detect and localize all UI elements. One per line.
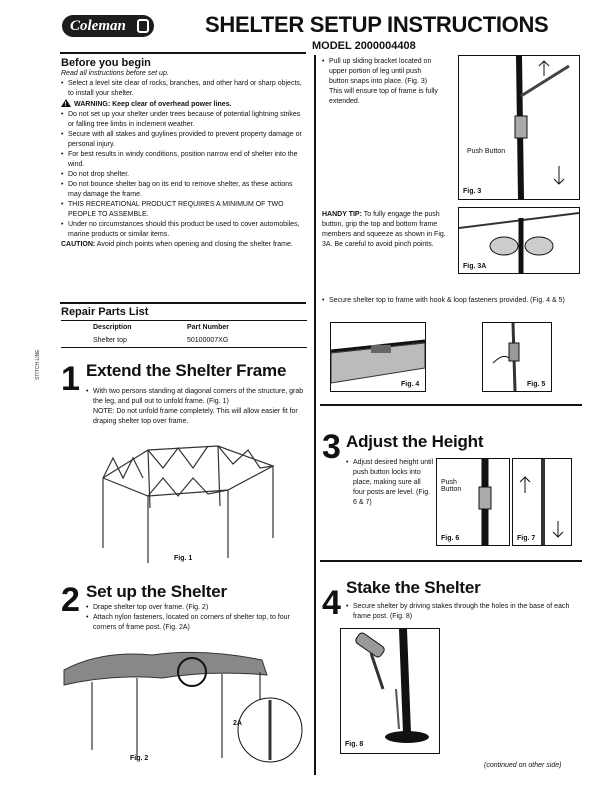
step3-text: • Adjust desired height until push button locks into place, making sure all four posts are level. (Fig. 6 & 7) bbox=[346, 458, 434, 508]
fig7-box bbox=[512, 458, 572, 546]
fig3-illustration bbox=[459, 56, 579, 199]
fig6-label: Fig. 6 bbox=[441, 535, 460, 542]
divider-step4 bbox=[320, 560, 582, 562]
caution-text: Avoid pinch points when opening and closing the shelter frame. bbox=[96, 241, 293, 248]
before-list-1 bbox=[61, 79, 307, 99]
step1-body bbox=[86, 387, 308, 427]
list-item: • Attach nylon fasteners, located on corners of shelter top, to four corners of frame post. (Fig. 2A) bbox=[86, 613, 308, 633]
step1-title: Extend the Shelter Frame bbox=[86, 361, 287, 380]
step2-body bbox=[86, 603, 308, 633]
fig1-frame-illustration bbox=[88, 438, 288, 568]
list-item: • Do not bounce shelter bag on its end to remove shelter, as these actions may damage the frame. bbox=[61, 180, 307, 200]
list-item: • Drape shelter top over frame. (Fig. 2) bbox=[86, 603, 308, 613]
step1-note: NOTE: Do not unfold frame completely. This will allow easier fit for draping shelter top over frame. bbox=[93, 408, 298, 425]
before-section bbox=[61, 57, 307, 250]
fig7-illustration bbox=[513, 459, 571, 545]
warning-icon bbox=[61, 99, 71, 107]
fig5-box bbox=[482, 322, 552, 392]
secure-text: • Secure shelter top to frame with hook & loop fasteners provided. (Fig. 4 & 5) bbox=[322, 296, 572, 306]
step1-number: 1 bbox=[61, 360, 80, 398]
fig8-label: Fig. 8 bbox=[345, 741, 364, 748]
fig8-illustration bbox=[341, 629, 439, 753]
caution-line bbox=[61, 240, 307, 250]
fig8-box bbox=[340, 628, 440, 754]
column-divider bbox=[314, 55, 316, 775]
parts-heading: Repair Parts List bbox=[61, 306, 149, 318]
fig3-box bbox=[458, 55, 580, 200]
fig4-box bbox=[330, 322, 426, 392]
page-title: SHELTER SETUP INSTRUCTIONS bbox=[205, 12, 549, 37]
side-code: STITCH LINE bbox=[35, 349, 41, 380]
list-item: • THIS RECREATIONAL PRODUCT REQUIRES A MINIMUM OF TWO PEOPLE TO ASSEMBLE. bbox=[61, 200, 307, 220]
divider-step3 bbox=[320, 404, 582, 406]
step4-title: Stake the Shelter bbox=[346, 578, 481, 597]
parts-col-number: Part Number bbox=[187, 324, 230, 331]
fig2-label: Fig. 2 bbox=[130, 755, 149, 762]
handy-label: HANDY TIP: bbox=[322, 211, 362, 218]
right-top-text bbox=[322, 57, 442, 107]
divider-parts bbox=[60, 302, 306, 304]
before-heading: Before you begin bbox=[61, 57, 151, 69]
slide-bracket-text: • Pull up sliding bracket located on upper portion of leg until push button snaps into place. (Fig. 3) This will ensure top of frame is fully extended. bbox=[322, 57, 442, 107]
fig6-push-button-label: Push Button bbox=[441, 479, 462, 493]
model-number: MODEL 2000004408 bbox=[312, 40, 416, 52]
before-list-2 bbox=[61, 110, 307, 240]
list-item: • Under no circumstances should this product be used to cover automobiles, marine products or similar items. bbox=[61, 220, 307, 240]
fig3-label: Fig. 3 bbox=[463, 188, 482, 195]
parts-cell-desc: Shelter top bbox=[93, 337, 127, 344]
step4-number: 4 bbox=[322, 584, 341, 622]
brand-logo bbox=[62, 15, 154, 37]
fig5-label: Fig. 5 bbox=[527, 381, 546, 388]
divider-left bbox=[60, 52, 306, 54]
fig3a-label: Fig. 3A bbox=[463, 263, 487, 270]
step4-body bbox=[346, 602, 574, 622]
list-item: • Do not drop shelter. bbox=[61, 170, 307, 180]
step3-title: Adjust the Height bbox=[346, 432, 484, 451]
fig7-label: Fig. 7 bbox=[517, 535, 536, 542]
brand-name: Coleman bbox=[70, 18, 126, 34]
parts-col-description: Description bbox=[93, 324, 132, 331]
fig1-label: Fig. 1 bbox=[174, 555, 193, 562]
step3-number: 3 bbox=[322, 428, 341, 466]
step2-title: Set up the Shelter bbox=[86, 582, 227, 601]
handy-text: To fully engage the push button, grip the top and bottom frame members and squeeze as shown in Fig. 3A. Be careful to avoid pinch points. bbox=[322, 211, 446, 248]
step2-number: 2 bbox=[61, 581, 80, 619]
lantern-icon bbox=[137, 19, 149, 33]
handy-tip bbox=[322, 210, 450, 250]
step3-body bbox=[346, 458, 434, 508]
secure-text-block bbox=[322, 296, 572, 306]
caution-label: CAUTION: bbox=[61, 241, 96, 248]
step4-text: • Secure shelter by driving stakes through the holes in the base of each frame post. (Fig. 8) bbox=[346, 602, 574, 622]
parts-section bbox=[61, 306, 307, 348]
footer-continued: (continued on other side) bbox=[484, 762, 562, 769]
list-item: • Select a level site clear of rocks, branches, and other hard or sharp objects, to install your shelter. bbox=[61, 79, 307, 99]
fig3a-box bbox=[458, 207, 580, 274]
list-item: • Do not set up your shelter under trees because of potential lightning strikes or falling tree limbs in inclement weather. bbox=[61, 110, 307, 130]
warning-line bbox=[61, 99, 307, 110]
step1-text: • With two persons standing at diagonal corners of the structure, grab the leg, and pull out to unfold frame. (Fig. 1) bbox=[86, 387, 308, 407]
warning-text: WARNING: Keep clear of overhead power lines. bbox=[74, 101, 232, 108]
fig6-illustration bbox=[437, 459, 509, 545]
fig2a-label: 2A bbox=[233, 720, 242, 727]
before-intro: Read all instructions before set up. bbox=[61, 70, 169, 77]
list-item: • For best results in windy conditions, position narrow end of shelter into the wind. bbox=[61, 150, 307, 170]
fig4-label: Fig. 4 bbox=[401, 381, 420, 388]
parts-cell-num: 50100007XG bbox=[187, 337, 229, 344]
fig6-box bbox=[436, 458, 510, 546]
fig3-push-button-label: Push Button bbox=[467, 148, 506, 155]
fig2-shelter-illustration bbox=[62, 640, 312, 768]
parts-table bbox=[61, 321, 307, 347]
list-item: • Secure with all stakes and guylines provided to prevent property damage or personal injury. bbox=[61, 130, 307, 150]
